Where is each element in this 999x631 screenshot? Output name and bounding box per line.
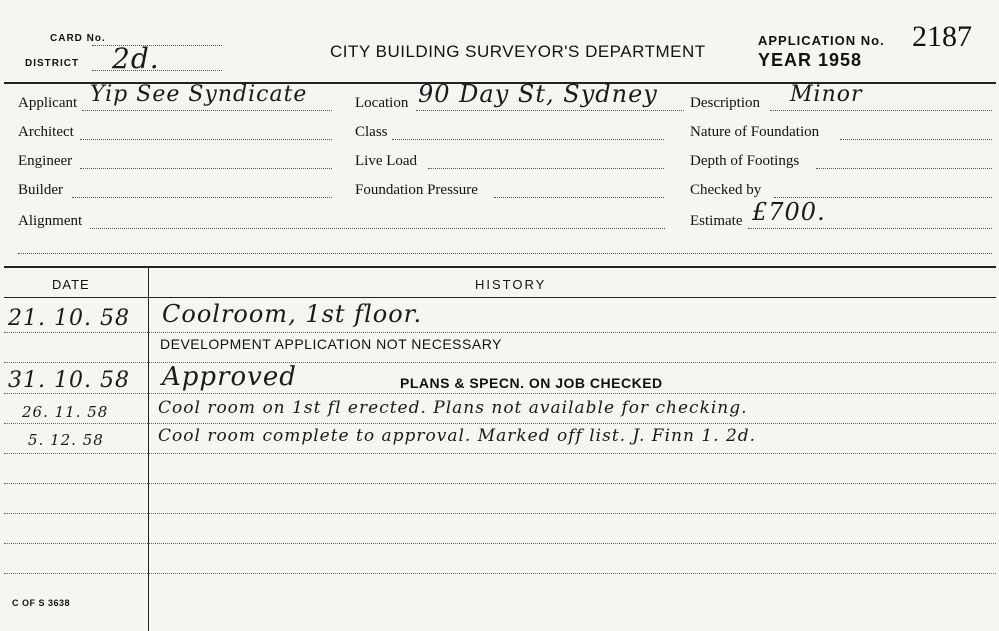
ruled-line (4, 573, 996, 574)
table-row-date: 31. 10. 58 (8, 368, 130, 393)
ruled-line (4, 543, 996, 544)
application-number: 2187 (912, 20, 972, 53)
ruled-line (4, 332, 996, 333)
applicant-value: Yip See Syndicate (90, 82, 308, 107)
table-top-border (4, 266, 996, 268)
description-line (770, 110, 992, 111)
architect-line (80, 139, 332, 140)
live-load-label: Live Load (355, 153, 418, 169)
table-row-text: Coolroom, 1st floor. (162, 300, 423, 328)
architect-label: Architect (18, 124, 74, 140)
table-row-date: 21. 10. 58 (8, 306, 130, 331)
foundation-pressure-line (494, 197, 664, 198)
alignment-line (90, 228, 665, 229)
date-header: DATE (52, 277, 90, 292)
ruled-line (4, 393, 996, 394)
table-row-text: Approved (162, 362, 297, 392)
estimate-value: £700. (752, 198, 826, 226)
location-line (416, 110, 684, 111)
ruled-line (4, 483, 996, 484)
form-code: C OF S 3638 (12, 598, 71, 608)
foundation-pressure-label: Foundation Pressure (355, 182, 478, 198)
department-title: CITY BUILDING SURVEYOR'S DEPARTMENT (330, 42, 706, 61)
date-column-divider (148, 266, 149, 631)
engineer-label: Engineer (18, 153, 73, 169)
location-value: 90 Day St, Sydney (418, 80, 658, 108)
location-label: Location (355, 95, 409, 111)
class-line (392, 139, 664, 140)
estimate-label: Estimate (690, 213, 743, 229)
district-label: DISTRICT (25, 58, 80, 69)
table-row-text: Cool room complete to approval. Marked off list. J. Finn 1. 2d. (158, 426, 757, 446)
ruled-line (4, 362, 996, 363)
year-label: YEAR 1958 (758, 50, 863, 70)
nature-foundation-line (840, 139, 992, 140)
applicant-line (82, 110, 332, 111)
fields-bottom-line (18, 253, 992, 254)
description-value: Minor (790, 82, 863, 107)
builder-line (72, 197, 332, 198)
applicant-label: Applicant (18, 95, 78, 111)
nature-foundation-label: Nature of Foundation (690, 124, 820, 140)
ruled-line (4, 453, 996, 454)
table-row-date: 26. 11. 58 (22, 403, 109, 421)
engineer-line (80, 168, 332, 169)
ruled-line (4, 513, 996, 514)
depth-footings-line (816, 168, 992, 169)
table-header-border (4, 297, 996, 298)
plans-checked-stamp: PLANS & SPECN. ON JOB CHECKED (400, 375, 663, 391)
history-header: HISTORY (475, 277, 547, 292)
district-value: 2d. (112, 42, 160, 75)
table-row-date: 5. 12. 58 (28, 431, 104, 449)
estimate-line (748, 228, 992, 229)
checked-by-label: Checked by (690, 182, 762, 198)
development-stamp: DEVELOPMENT APPLICATION NOT NECESSARY (160, 336, 502, 352)
live-load-line (428, 168, 664, 169)
builder-label: Builder (18, 182, 63, 198)
application-label: APPLICATION No. (758, 33, 885, 48)
class-label: Class (355, 124, 388, 140)
alignment-label: Alignment (18, 213, 83, 229)
ruled-line (4, 423, 996, 424)
table-row-text: Cool room on 1st fl erected. Plans not available for checking. (158, 398, 748, 418)
description-label: Description (690, 95, 760, 111)
card-no-label: CARD No. (50, 33, 106, 44)
depth-footings-label: Depth of Footings (690, 153, 800, 169)
